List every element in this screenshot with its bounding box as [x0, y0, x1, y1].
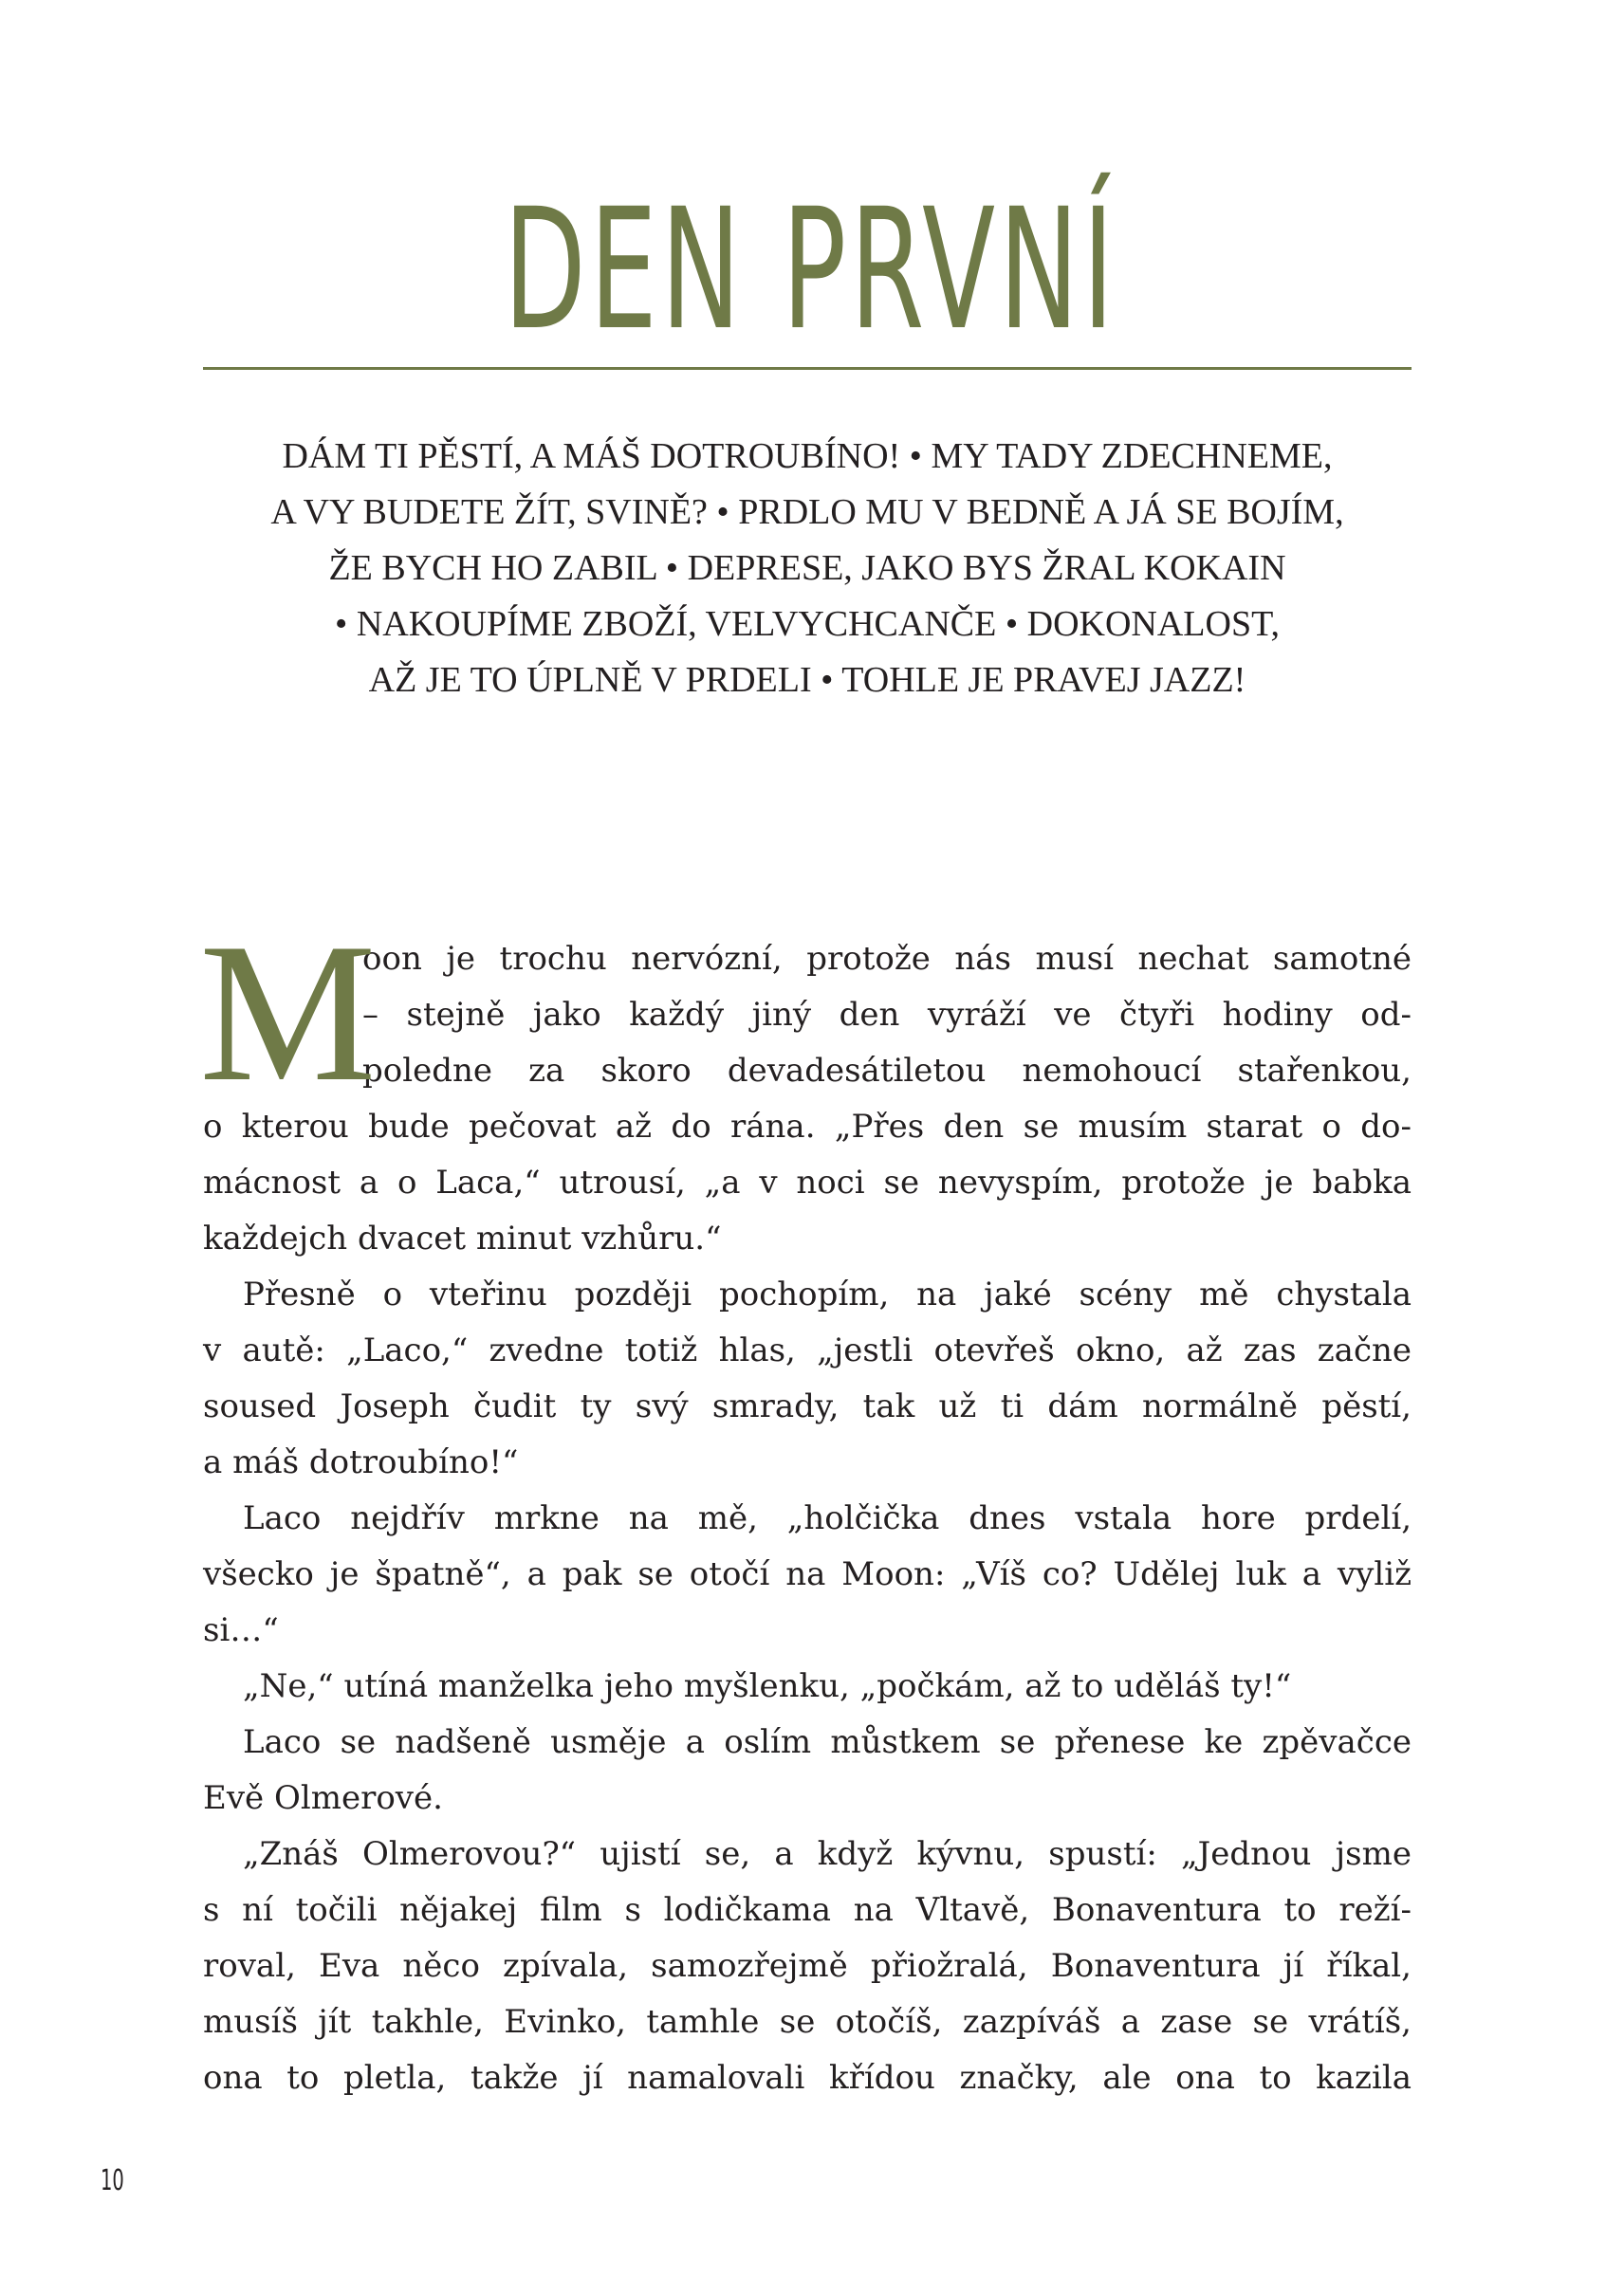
- text-line: Laco nejdřív mrkne na mě, „holčička dnes vstala hore prdelí,: [243, 1499, 1412, 1537]
- text-line: roval, Eva něco zpívala, samozřejmě přiožralá, Bonaventura jí říkal,: [203, 1947, 1412, 1985]
- subtitle-line: • NAKOUPÍME ZBOŽÍ, VELVYCHCANČE • DOKONALOST,: [335, 604, 1280, 644]
- text-line: Evě Olmerové.: [203, 1779, 443, 1817]
- text-line: soused Joseph čudit ty svý smrady, tak už ti dám normálně pěstí,: [203, 1387, 1412, 1425]
- text-line: oon je trochu nervózní, protože nás musí nechat samotné: [362, 940, 1412, 978]
- text-line: o kterou bude pečovat až do rána. „Přes den se musím starat o do-: [203, 1108, 1412, 1146]
- text-line: a máš dotroubíno!“: [203, 1443, 519, 1481]
- chapter-subtitle: [203, 429, 1412, 708]
- body-text: [199, 903, 1412, 2106]
- drop-cap: M: [199, 903, 377, 1123]
- chapter-title: DEN PRVNÍ: [504, 173, 1118, 367]
- subtitle-line: AŽ JE TO ÚPLNĚ V PRDELI • TOHLE JE PRAVEJ JAZZ!: [368, 660, 1246, 700]
- text-line: všecko je špatně“, a pak se otočí na Moon: „Víš co? Udělej luk a vyliž: [203, 1555, 1412, 1593]
- title-rule: [203, 367, 1412, 370]
- text-line: poledne za skoro devadesátiletou nemohoucí stařenkou,: [362, 1052, 1412, 1090]
- text-line: Přesně o vteřinu později pochopím, na jaké scény mě chystala: [243, 1276, 1412, 1313]
- subtitle-line: A VY BUDETE ŽÍT, SVINĚ? • PRDLO MU V BEDNĚ A JÁ SE BOJÍM,: [270, 492, 1344, 532]
- text-line: každejch dvacet minut vzhůru.“: [203, 1220, 722, 1258]
- subtitle-line: ŽE BYCH HO ZABIL • DEPRESE, JAKO BYS ŽRAL KOKAIN: [328, 548, 1286, 588]
- text-line: „Ne,“ utíná manželka jeho myšlenku, „počkám, až to uděláš ty!“: [243, 1667, 1292, 1705]
- text-line: si…“: [203, 1611, 279, 1649]
- text-line: – stejně jako každý jiný den vyráží ve čtyři hodiny od-: [362, 996, 1412, 1034]
- text-line: mácnost a o Laca,“ utrousí, „a v noci se nevyspím, protože je babka: [203, 1164, 1412, 1202]
- text-line: s ní točili nějakej film s lodičkama na Vltavě, Bonaventura to reží-: [203, 1891, 1412, 1929]
- subtitle-line: DÁM TI PĚSTÍ, A MÁŠ DOTROUBÍNO! • MY TADY ZDECHNEME,: [282, 436, 1333, 476]
- text-line: „Znáš Olmerovou?“ ujistí se, a když kývnu, spustí: „Jednou jsme: [243, 1835, 1412, 1873]
- text-line: ona to pletla, takže jí namalovali křídou značky, ale ona to kazila: [203, 2059, 1412, 2097]
- page-number: 10: [101, 2164, 124, 2197]
- text-line: musíš jít takhle, Evinko, tamhle se otočíš, zazpíváš a zase se vrátíš,: [203, 2003, 1412, 2041]
- text-line: v autě: „Laco,“ zvedne totiž hlas, „jestli otevřeš okno, až zas začne: [203, 1332, 1412, 1369]
- text-line: Laco se nadšeně usměje a oslím můstkem se přenese ke zpěvačce: [243, 1723, 1412, 1761]
